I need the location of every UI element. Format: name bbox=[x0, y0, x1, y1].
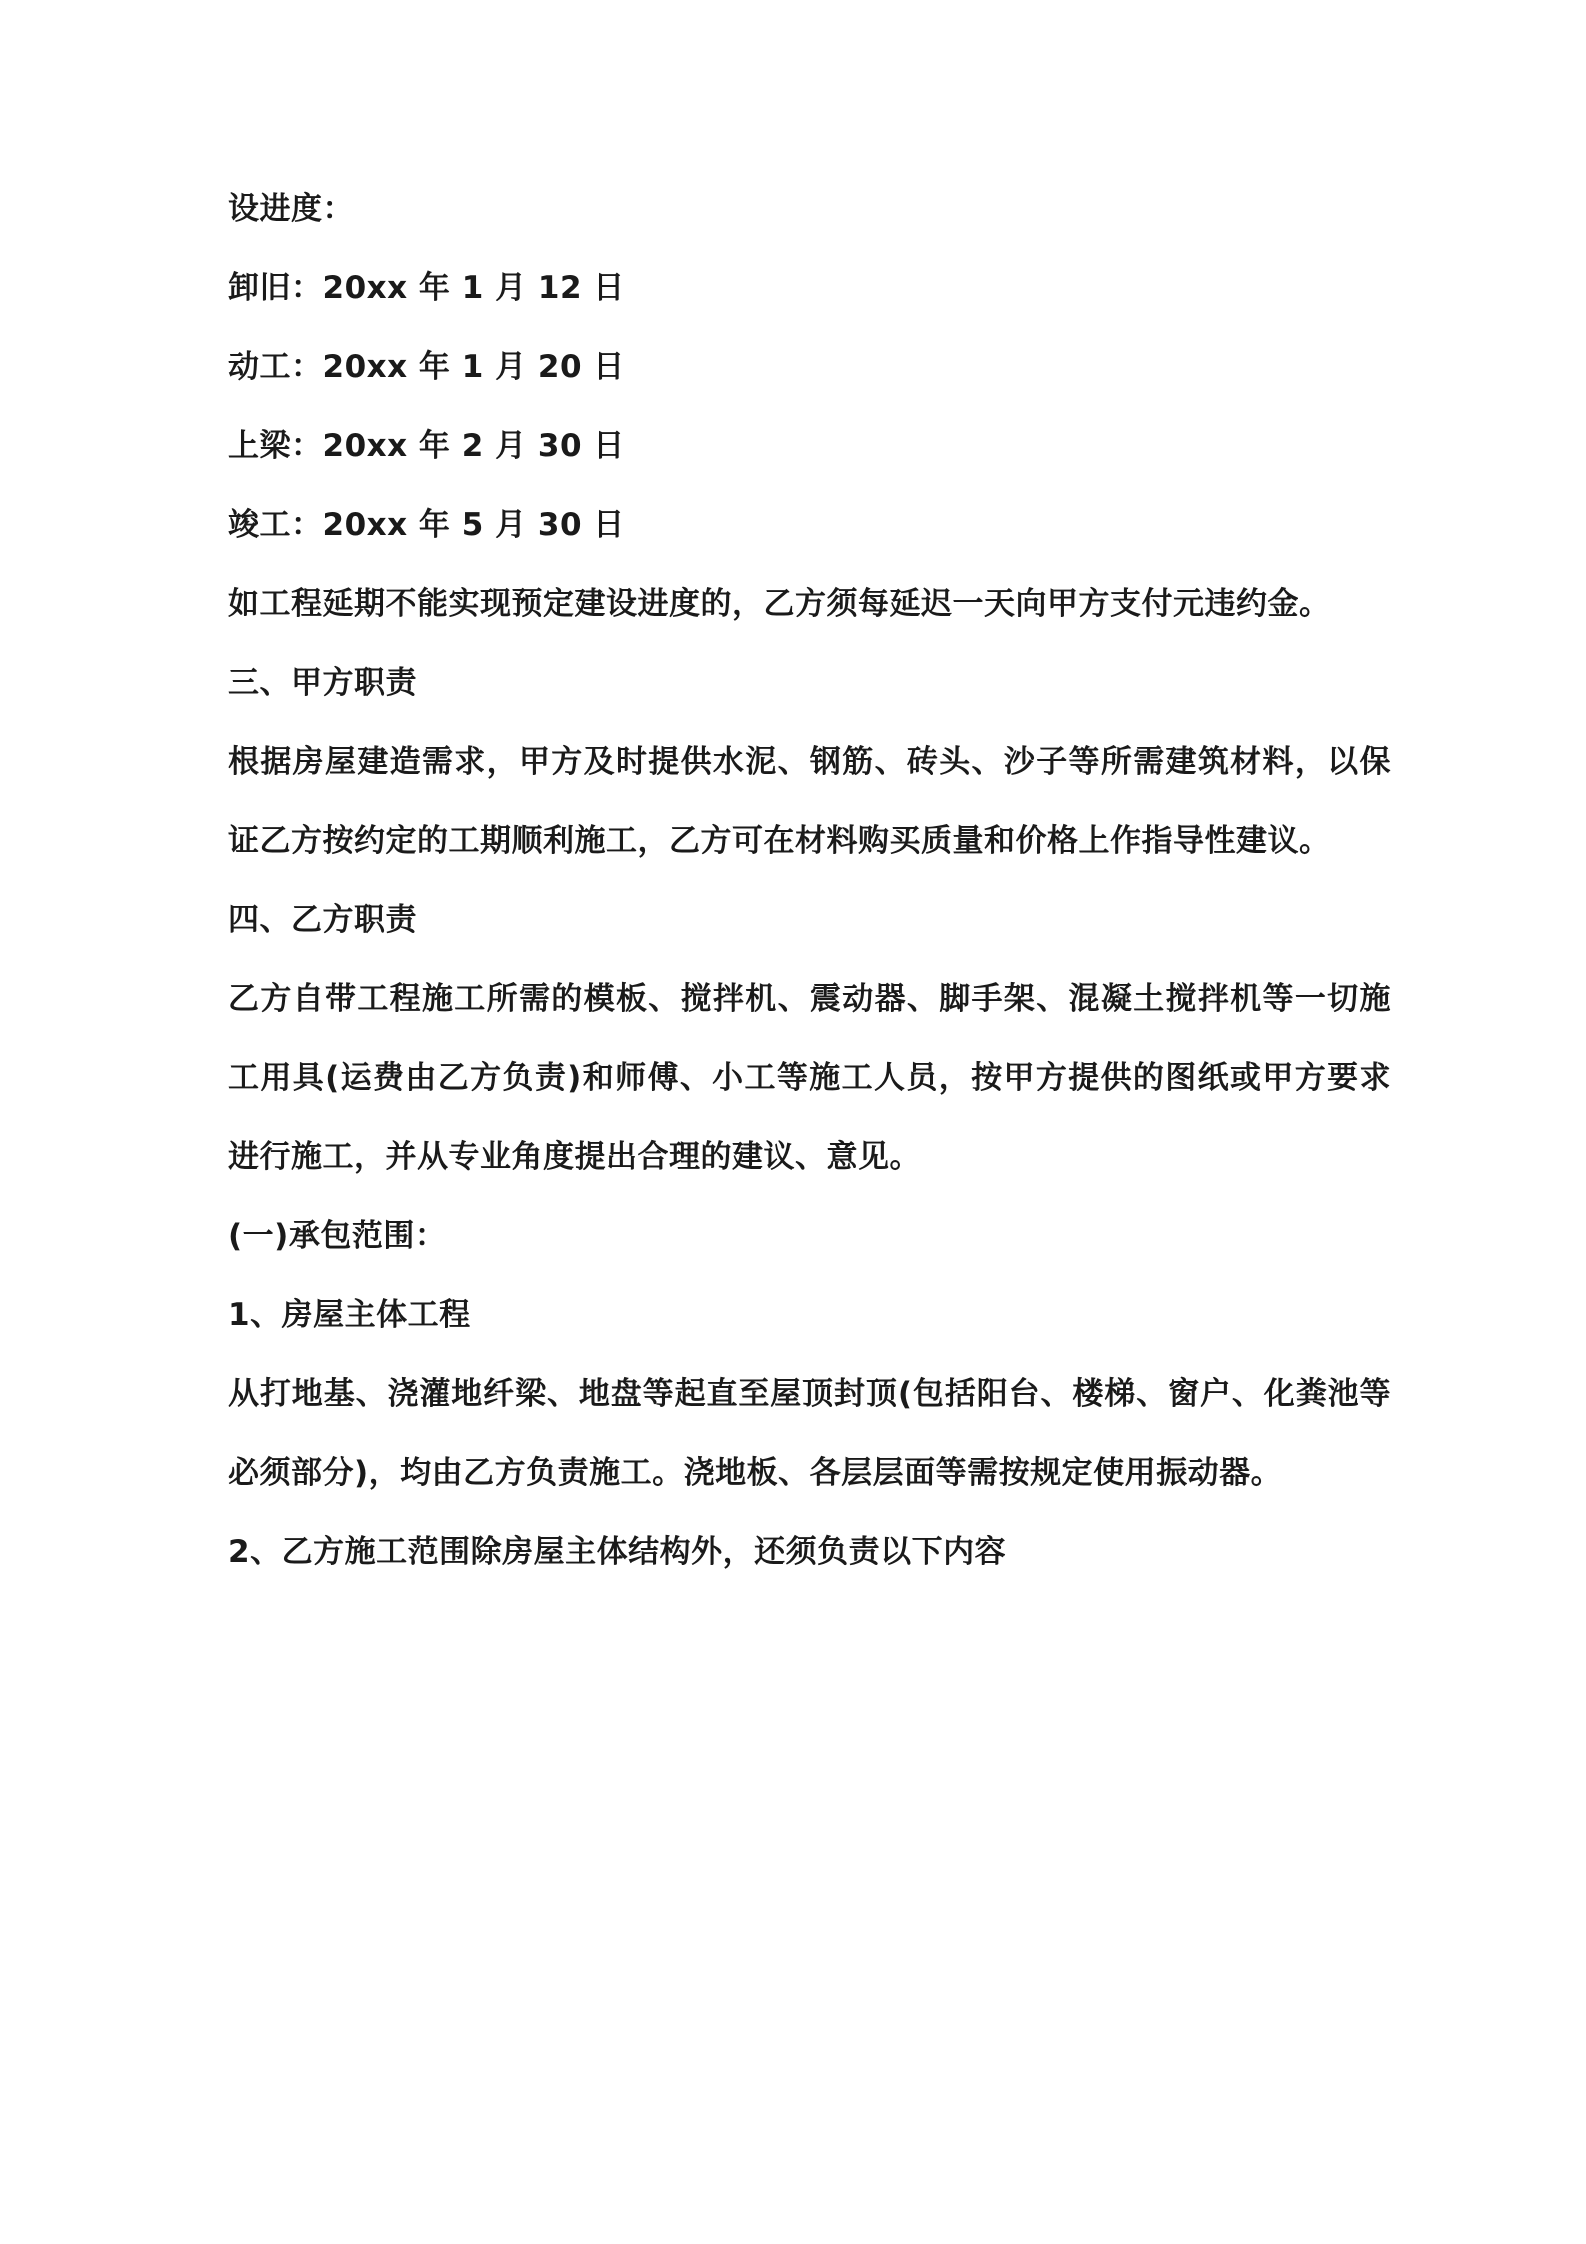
heading-contract-scope: (一)承包范围： bbox=[228, 1218, 447, 1254]
paragraph-demolition-date: 卸旧：20xx 年 1 月 12 日 bbox=[228, 270, 625, 306]
heading-party-a-duties: 三、甲方职责 bbox=[228, 665, 417, 701]
paragraph-completion-date: 竣工：20xx 年 5 月 30 日 bbox=[228, 507, 625, 543]
paragraph-party-a-duties-body: 根据房屋建造需求，甲方及时提供水泥、钢筋、砖头、沙子等所需建筑材料，以保证乙方按约定的工期顺利施工，乙方可在材料购买质量和价格上作指导性建议。 bbox=[228, 744, 1391, 859]
paragraph-beam-date: 上梁：20xx 年 2 月 30 日 bbox=[228, 428, 625, 464]
paragraph-penalty-clause: 如工程延期不能实现预定建设进度的，乙方须每延迟一天向甲方支付元违约金。 bbox=[228, 586, 1331, 622]
paragraph-start-date: 动工：20xx 年 1 月 20 日 bbox=[228, 349, 625, 385]
heading-additional-scope: 2、乙方施工范围除房屋主体结构外，还须负责以下内容 bbox=[228, 1534, 1007, 1570]
heading-party-b-duties: 四、乙方职责 bbox=[228, 902, 417, 938]
heading-main-structure: 1、房屋主体工程 bbox=[228, 1297, 471, 1333]
document-body bbox=[228, 170, 1391, 1592]
paragraph-main-structure-body: 从打地基、浇灌地纤梁、地盘等起直至屋顶封顶(包括阳台、楼梯、窗户、化粪池等必须部分)，均由乙方负责施工。浇地板、各层层面等需按规定使用振动器。 bbox=[228, 1376, 1391, 1491]
paragraph-schedule-heading: 设进度： bbox=[228, 191, 354, 227]
paragraph-party-b-duties-body: 乙方自带工程施工所需的模板、搅拌机、震动器、脚手架、混凝土搅拌机等一切施工用具(运费由乙方负责)和师傅、小工等施工人员，按甲方提供的图纸或甲方要求进行施工，并从专业角度提出合理的建议、意见。 bbox=[228, 981, 1391, 1175]
